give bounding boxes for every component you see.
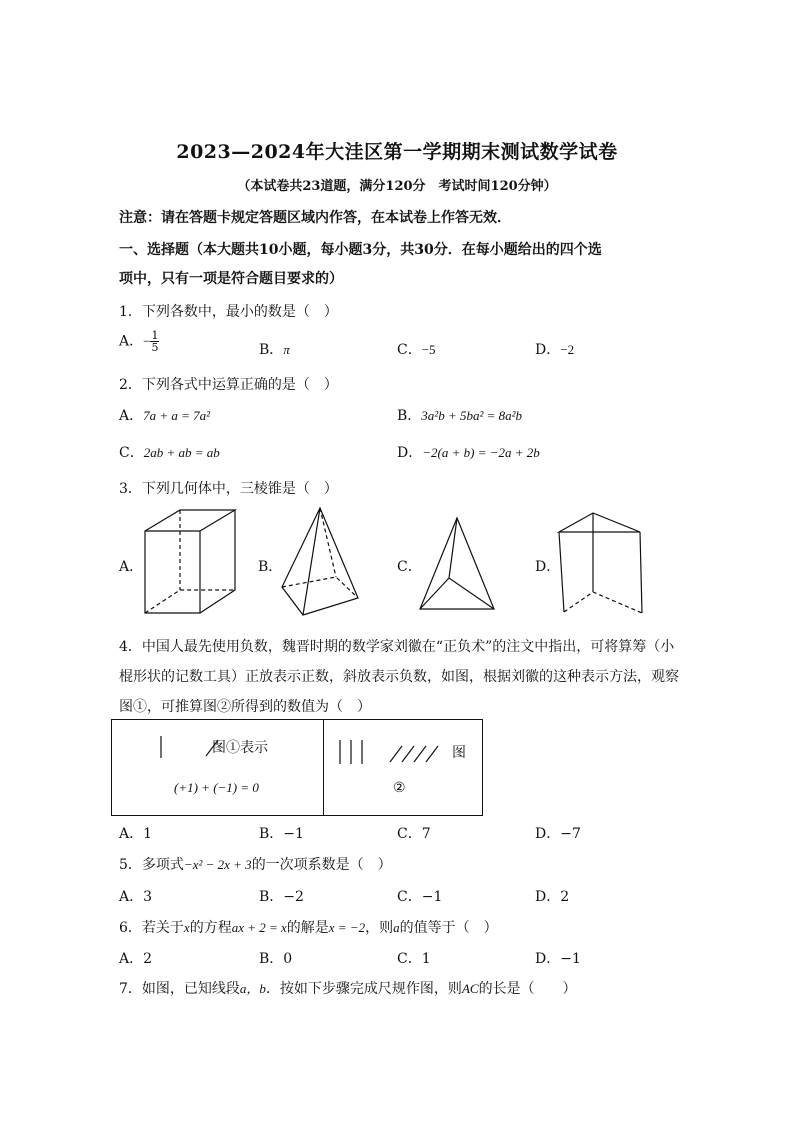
q4-stem-line3: 图①，可推算图②所得到的数值为（ ） <box>119 699 371 715</box>
q2-option-b: B．3a²b + 5ba² = 8a²b <box>397 408 523 424</box>
q5-option-c: C．−1 <box>397 889 443 905</box>
q4-option-b: B．−1 <box>259 826 304 842</box>
q6-option-a: A．2 <box>119 951 153 967</box>
q2-option-a: A．7a + a = 7a² <box>119 408 211 424</box>
q5-option-d: D．2 <box>535 889 570 905</box>
q4-option-a: A．1 <box>119 826 153 842</box>
figure1-caption: 图①表示 <box>212 740 268 756</box>
q6-stem: 6．若关于x的方程ax + 2 = x的解是x = −2，则a的值等于（ ） <box>119 920 498 936</box>
q1-option-d: D．−2 <box>535 342 575 358</box>
q2-option-d: D．−2(a + b) = −2a + 2b <box>397 445 540 461</box>
figure2-number: ② <box>393 780 406 796</box>
notice: 注意：请在答题卡规定答题区域内作答，在本试卷上作答无效． <box>119 210 511 226</box>
q3-option-d-label: D． <box>535 559 561 575</box>
figure1-equation: (+1) + (−1) = 0 <box>174 780 259 795</box>
triangular-pyramid-figure <box>417 515 497 615</box>
q3-stem: 3．下列几何体中，三棱锥是（ ） <box>119 481 338 497</box>
q4-stem-line1: 4．中国人最先使用负数，魏晋时期的数学家刘徽在“正负术”的注文中指出，可将算筹（小 <box>119 639 675 655</box>
figure-divider <box>323 720 324 815</box>
square-pyramid-figure <box>278 505 363 620</box>
q5-option-a: A．3 <box>119 889 153 905</box>
q1-stem: 1．下列各数中，最小的数是（ ） <box>119 304 338 320</box>
q1-option-a: A．− $\frac{1}{5}$ <box>119 329 159 354</box>
section1-heading-line2: 项中，只有一项是符合题目要求的） <box>119 271 343 287</box>
q1-option-c: C．−5 <box>397 342 436 358</box>
figure2-caption: 图 <box>452 745 466 761</box>
exam-subtitle: （本试卷共23道题，满分120分 考试时间120分钟） <box>237 179 557 194</box>
q5-stem: 5．多项式−x² − 2x + 3的一次项系数是（ ） <box>119 857 392 873</box>
q7-stem: 7．如图，已知线段a，b．按如下步骤完成尺规作图，则AC的长是（ ） <box>119 981 577 997</box>
q6-option-b: B．0 <box>259 951 293 967</box>
q6-option-c: C．1 <box>397 951 431 967</box>
q4-option-c: C．7 <box>397 826 431 842</box>
q3-option-c-label: C． <box>397 559 422 575</box>
cube-figure <box>140 508 240 618</box>
q2-stem: 2．下列各式中运算正确的是（ ） <box>119 377 338 393</box>
rods-figure-2 <box>338 738 448 766</box>
triangular-prism-figure <box>556 510 646 620</box>
section1-heading-line1: 一、选择题（本大题共10小题，每小题3分，共30分．在每小题给出的四个选 <box>119 242 602 258</box>
q2-option-c: C．2ab + ab = ab <box>119 445 220 461</box>
q4-option-d: D．−7 <box>535 826 581 842</box>
q3-option-b-label: B． <box>258 559 283 575</box>
q4-stem-line2: 棍形状的记数工具）正放表示正数，斜放表示负数，如图，根据刘徽的这种表示方法，观察 <box>119 669 679 685</box>
q3-option-a-label: A． <box>119 559 144 575</box>
q6-option-d: D．−1 <box>535 951 581 967</box>
exam-title: 2023—2024年大洼区第一学期期末测试数学试卷 <box>176 141 618 163</box>
counting-rods-figure <box>111 719 483 816</box>
q5-option-b: B．−2 <box>259 889 304 905</box>
q1-option-b: B．π <box>259 342 290 358</box>
